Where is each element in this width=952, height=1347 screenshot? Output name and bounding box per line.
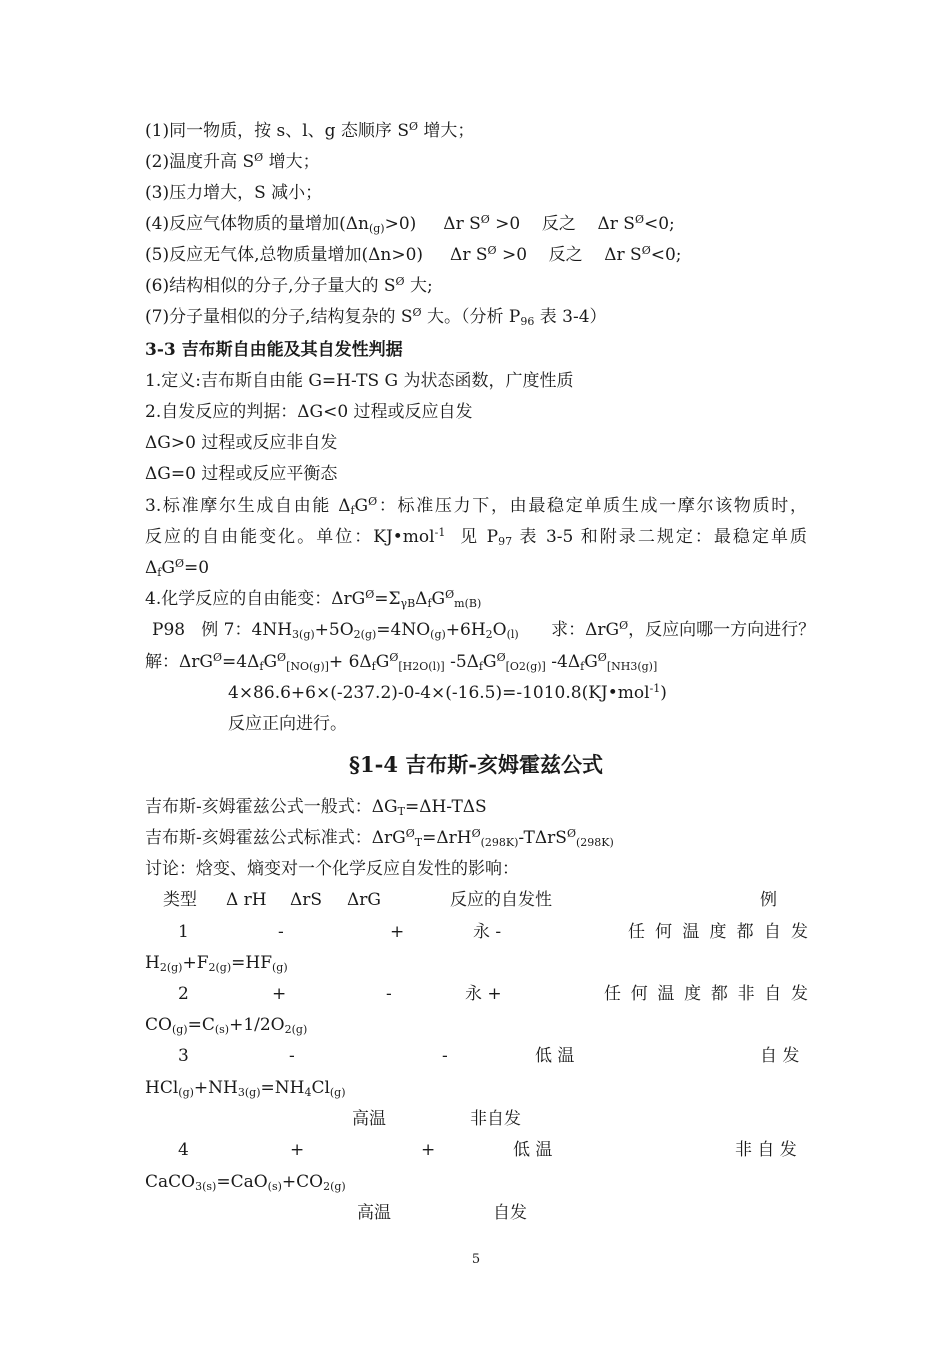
standard-formation-energy-line2: 反应的自由能变化。单位：KJ•mol$^{-1}$ 见 $P_{97}$ 表 3-5 和附录二规定：最稳定单质 [145, 526, 807, 548]
solution: 解：$\Delta rG^Ø=4\Delta_fG^Ø_{[NO(g)]}+ 6\Delta_fG^Ø_{[H2O(l)]}$ $-5\Delta_fG^Ø_{[O2(g)]}$ $-4\Delta_fG^Ø_{[NH3(g)]}$ [145, 651, 658, 673]
row-dh: - [289, 1046, 295, 1066]
row-dg: 低 温 [513, 1140, 553, 1160]
criterion-nonspontaneous: ΔG>0 过程或反应非自发 [145, 433, 338, 453]
section-1-4-title: §1-4 吉布斯-亥姆霍兹公式 [349, 752, 603, 777]
row-example: $CO_{(g)}=C_{(s)}+1/2O_{2(g)}$ [145, 1015, 308, 1036]
col-example: 例 [760, 890, 777, 910]
rule-1: (1)同一物质，按 s、l、g 态顺序 $S^Ø$ 增大； [145, 120, 475, 141]
rule-3: (3)压力增大，S 减小； [145, 183, 323, 203]
gibbs-helmholtz-standard: 吉布斯-亥姆霍兹公式标准式：ΔrG$^Ø_T$=ΔrH$^Ø_{(298K)}$-TΔrS$^Ø_{(298K)}$ [145, 827, 614, 849]
rule-7: (7)分子量相似的分子,结构复杂的 $S^Ø$ 大。（分析 $P_{96}$ 表 3-4） [145, 306, 607, 328]
row-spontaneity-high-temp: 非自发 [470, 1109, 521, 1129]
row-dg: 低 温 [535, 1046, 575, 1066]
row-dh: + [272, 984, 287, 1004]
discussion: 讨论：焓变、熵变对一个化学反应自发性的影响： [145, 859, 519, 879]
row-dg: 永 + [465, 984, 502, 1004]
row-example: $H_{2(g)}+F_{2(g)}=HF_{(g)}$ [145, 953, 288, 974]
row-dg: 永 - [473, 922, 502, 942]
row-spontaneity: 非 自 发 [735, 1140, 797, 1160]
row-type: 4 [178, 1140, 189, 1160]
row-type: 1 [178, 922, 189, 942]
spontaneity-criterion: 2.自发反应的判据：ΔG<0 过程或反应自发 [145, 402, 473, 422]
row-ds: - [386, 984, 392, 1004]
col-spontaneity: 反应的自发性 [450, 890, 552, 910]
row-type: 2 [178, 984, 189, 1004]
conclusion: 反应正向进行。 [228, 714, 347, 734]
standard-formation-energy-line1: 3.标准摩尔生成自由能 $\Delta_fG^Ø$：标准压力下，由最稳定单质生成一摩尔该物质时， [145, 495, 807, 517]
row-spontaneity: 任何温度都非自发 [604, 984, 808, 1004]
page-number: 5 [471, 1252, 481, 1267]
row-dh: + [290, 1140, 305, 1160]
rule-2: (2)温度升高 $S^Ø$ 增大； [145, 151, 320, 172]
row-ds: + [421, 1140, 436, 1160]
row-spontaneity: 任何温度都自发 [628, 922, 808, 942]
reaction-free-energy: 4.化学反应的自由能变：$\Delta rG^Ø=\Sigma_{\gamma B}\Delta_fG^Ø_{m(B)}$ [145, 588, 482, 610]
rule-4: (4)反应气体物质的量增加$(\Delta n_{(g)}>0)$ Δr $S^Ø >0$ 反之 Δr $S^Ø<0$; [145, 213, 675, 235]
rule-5: (5)反应无气体,总物质量增加(Δn>0) Δr $S^Ø >0$ 反之 Δr $S^Ø<0$; [145, 244, 682, 265]
row-example: $HCl_{(g)}+NH_{3(g)}=NH_4Cl_{(g)}$ [145, 1078, 346, 1099]
gibbs-definition: 1.定义:吉布斯自由能 G=H-TS G 为状态函数，广度性质 [145, 371, 574, 391]
row-spontaneity: 自 发 [760, 1046, 800, 1066]
col-ds: ΔrS [290, 890, 323, 910]
rule-6: (6)结构相似的分子,分子量大的 $S^Ø$ 大; [145, 275, 433, 296]
row-spontaneity-high-temp: 自发 [493, 1203, 527, 1223]
gibbs-helmholtz-general: 吉布斯-亥姆霍兹公式一般式：$\Delta G_T=\Delta H$-TΔS [145, 797, 487, 818]
row-type: 3 [178, 1046, 189, 1066]
section-3-3-title: 3-3 吉布斯自由能及其自发性判据 [145, 340, 403, 360]
row-dg-high-temp: 高温 [357, 1203, 391, 1223]
row-ds: + [390, 922, 405, 942]
col-dg: ΔrG [347, 890, 381, 910]
row-dh: - [278, 922, 284, 942]
calculation: 4×86.6+6×(-237.2)-0-4×(-16.5)=-1010.8(KJ•mol$^{-1}$) [228, 682, 667, 703]
standard-formation-energy-line3: $\Delta_fG^Ø=0$ [145, 557, 210, 579]
col-dh: Δ rH [226, 890, 267, 910]
row-dg-high-temp: 高温 [352, 1109, 386, 1129]
row-ds: - [442, 1046, 448, 1066]
criterion-equilibrium: ΔG=0 过程或反应平衡态 [145, 464, 338, 484]
row-example: $CaCO_{3(s)}=CaO_{(s)}+CO_{2(g)}$ [145, 1172, 346, 1193]
col-type: 类型 [163, 890, 197, 910]
example-7: P98 例 7：$4NH_{3(g)}+5O_{2(g)}=4NO_{(g)}+6H_2O_{(l)}$ 求：ΔrG$^Ø$，反应向哪一方向进行？ [152, 619, 816, 641]
